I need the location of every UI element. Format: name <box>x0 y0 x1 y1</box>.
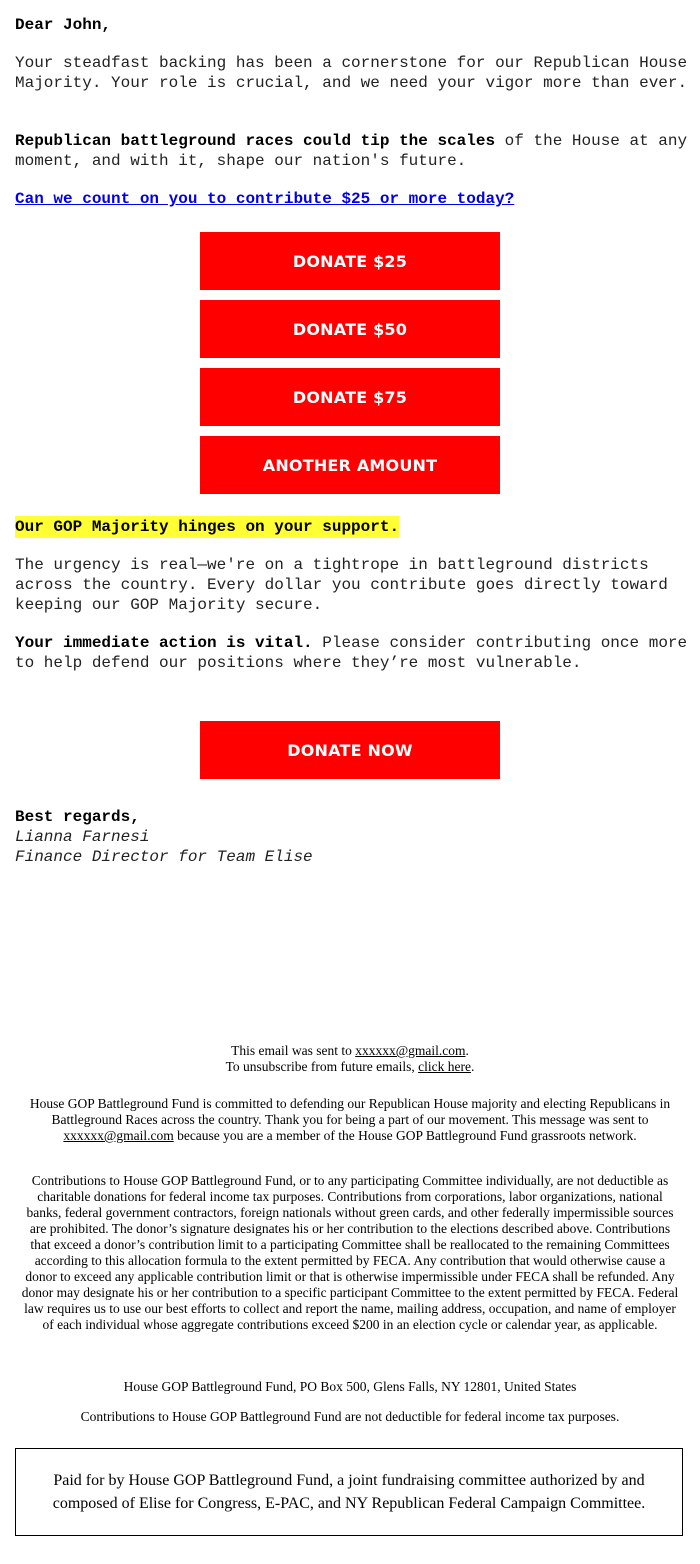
paid-for-box <box>15 1448 683 1536</box>
another-amount-button[interactable]: ANOTHER AMOUNT <box>200 436 500 494</box>
footer-address: House GOP Battleground Fund, PO Box 500, Glens Falls, NY 12801, United States <box>123 1379 577 1394</box>
sent-to-period: . <box>465 1043 469 1058</box>
donate-25-button[interactable]: DONATE $25 <box>200 232 500 290</box>
unsubscribe-prefix: To unsubscribe from future emails, <box>225 1059 419 1074</box>
greeting: Dear John, <box>15 16 112 34</box>
battleground-bold-text: Republican battleground races could tip the scales <box>15 132 496 150</box>
unsubscribe-link[interactable]: click here <box>418 1059 471 1074</box>
member-email-link[interactable]: xxxxxx@gmail.com <box>63 1128 174 1143</box>
battleground-rest-text: of the House at any moment, and with it, shape our nation's future. <box>15 132 688 170</box>
urgency-paragraph: The urgency is real—we're on a tightrope in battleground districts across the country. Every dollar you contribute goes directly toward keeping our GOP Majority secure. <box>15 556 668 614</box>
donate-now-button[interactable]: DONATE NOW <box>200 721 500 779</box>
highlighted-callout: Our GOP Majority hinges on your support. <box>15 518 400 536</box>
donate-75-button[interactable]: DONATE $75 <box>200 368 500 426</box>
donate-50-button[interactable]: DONATE $50 <box>200 300 500 358</box>
paid-for-text: Paid for by House GOP Battleground Fund, a joint fundraising committee authorized by and composed of Elise for Congress, E-PAC, and NY Republican Federal Campaign Committee. <box>52 1472 646 1512</box>
signature-block <box>15 807 695 867</box>
action-bold-text: Your immediate action is vital. <box>15 634 313 652</box>
footer-mission <box>20 1096 680 1144</box>
signature-title: Finance Director for Team Elise <box>15 848 313 866</box>
signature-closing: Best regards, <box>15 808 140 826</box>
mission-text-a: House GOP Battleground Fund is committed to defending our Republican House majority and electing Republicans in Battleground Races across the country. Thank you for being a part of our movement. This message was sent to <box>29 1096 671 1127</box>
battleground-paragraph <box>15 131 695 171</box>
action-rest-text: Please consider contributing once more to help defend our positions where they’re most vulnerable. <box>15 634 688 672</box>
signature-name: Lianna Farnesi <box>15 828 150 846</box>
intro-paragraph: Your steadfast backing has been a cornerstone for our Republican House Majority. Your role is crucial, and we need your vigor more than ever. <box>15 54 688 92</box>
footer-disclaimer: Contributions to House GOP Battleground Fund, or to any participating Committee individually, are not deductible as charitable donations for federal income tax purposes. Contributions from corporations, labor organizations, national banks, federal government contractors, foreign nationals without green cards, and other federally impermissible sources are prohibited. The donor’s signature designates his or her contribution to the elections described above. Contributions that exceed a donor’s contribution limit to a participating Committee shall be reallocated to the remaining Committees according to this allocation formula to the extent permitted by FECA. Any contribution that would otherwise cause a donor to exceed any applicable contribution limit or that is otherwise impermissible under FECA shall be refunded. Any donor may designate his or her contribution to a specific participant Committee to the extent permitted by FECA. Federal law requires us to use our best efforts to collect and report the name, mailing address, occupation, and name of employer of each individual whose aggregate contributions exceed $200 in an election cycle or calendar year, as applicable. <box>21 1173 679 1332</box>
contribute-ask-link[interactable]: Can we count on you to contribute $25 or more today? <box>15 190 515 208</box>
recipient-email-link[interactable]: xxxxxx@gmail.com <box>355 1043 466 1058</box>
action-paragraph <box>15 633 695 673</box>
footer-sent-to <box>20 1043 680 1075</box>
sent-to-prefix: This email was sent to <box>231 1043 356 1058</box>
footer-tax-note: Contributions to House GOP Battleground Fund are not deductible for federal income tax purposes. <box>80 1409 620 1424</box>
unsubscribe-period: . <box>470 1059 475 1074</box>
mission-text-b: because you are a member of the House GOP Battleground Fund grassroots network. <box>173 1128 637 1143</box>
